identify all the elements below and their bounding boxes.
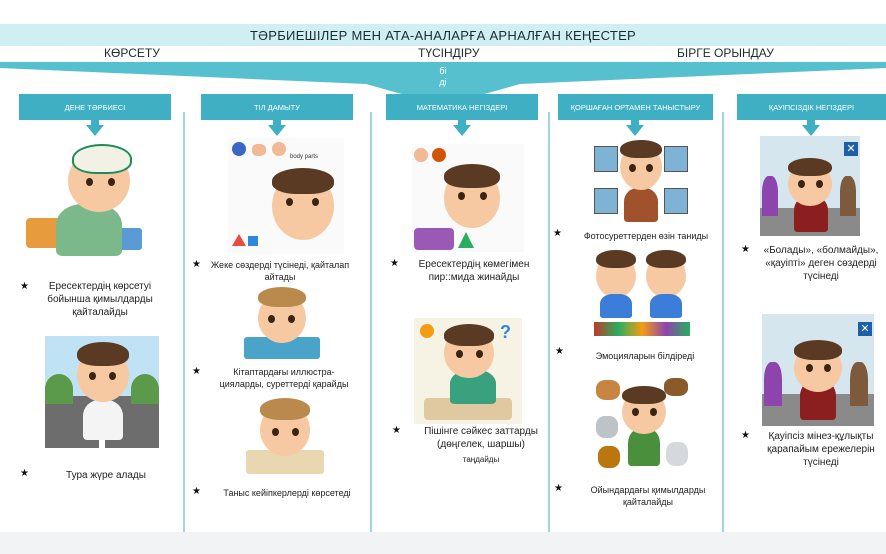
header-physical: ДЕНЕ ТӘРБИЕСІ xyxy=(19,94,171,120)
caption-env-1: Фотосуреттерден өзін таниды xyxy=(583,231,709,241)
caption-physical-1: Ересектердің көрсетуі бойынша қимылдарды қайталайды xyxy=(47,281,153,318)
caption-safety-2: Қауіпсіз мінез-құлықты қарапайым ережелерін түсінеді xyxy=(767,431,875,468)
bullet-star-icon: ★ xyxy=(741,430,750,441)
stage-row xyxy=(0,46,886,62)
stage-together: БІРГЕ ОРЫНДАУ xyxy=(677,46,774,60)
body-parts-label: body parts xyxy=(290,154,319,160)
header-safety: ҚАУІПСІЗДІК НЕГІЗДЕРІ xyxy=(737,94,886,120)
header-speech: ТІЛ ДАМЫТУ xyxy=(201,94,353,120)
column-divider xyxy=(722,112,724,532)
stage-show: КӨРСЕТУ xyxy=(104,46,160,60)
caption-speech-3: Таныс кейіпкерлерді көрсетеді xyxy=(223,488,351,498)
header-math: МАТЕМАТИКА НЕГІЗДЕРІ xyxy=(386,94,538,120)
column-divider xyxy=(370,112,372,532)
photos-illustration xyxy=(594,140,688,224)
caption-physical-2: Тура жүре алады xyxy=(66,470,146,481)
bullet-star-icon: ★ xyxy=(741,244,750,255)
child-walking-illustration xyxy=(45,336,159,448)
down-arrow-icon xyxy=(626,125,644,136)
funnel-text xyxy=(432,66,454,88)
body-parts-illustration xyxy=(228,138,344,254)
column-divider xyxy=(548,112,550,532)
crosswalk-illustration: ✕ xyxy=(762,314,874,426)
poster-title: ТӘРБИЕШІЛЕР МЕН АТА-АНАЛАРҒА АРНАЛҒАН КЕҢЕСТЕР xyxy=(0,24,886,46)
caption-math-3: таңдайды xyxy=(462,455,500,464)
bullet-star-icon: ★ xyxy=(392,425,401,436)
emotions-illustration xyxy=(594,250,690,338)
child-with-book-illustration xyxy=(246,396,324,476)
funnel-line-2: ді xyxy=(439,77,447,87)
header-environment: ҚОРШАҒАН ОРТАМЕН ТАНЫСТЫРУ xyxy=(558,94,713,120)
child-playing-illustration xyxy=(26,140,150,262)
down-arrow-icon xyxy=(802,125,820,136)
bullet-star-icon: ★ xyxy=(192,486,201,497)
down-arrow-icon xyxy=(86,125,104,136)
bullet-star-icon: ★ xyxy=(553,228,562,239)
caption-math-1: Ересектердің көмегімен пир::мида жинайды xyxy=(418,259,530,283)
bullet-star-icon: ★ xyxy=(20,281,29,292)
down-arrow-icon xyxy=(268,125,286,136)
bullet-star-icon: ★ xyxy=(192,366,201,377)
street-safety-illustration: ✕ xyxy=(760,136,860,236)
caption-safety-1: «Болады», «болмайды», «қауіпті» деген сөздерді түсінеді xyxy=(763,245,879,282)
shape-sorter-illustration: ? xyxy=(414,318,522,424)
bullet-star-icon: ★ xyxy=(555,346,564,357)
caption-env-3: Ойындардағы қимылдарды қайталайды xyxy=(590,485,706,507)
bullet-star-icon: ★ xyxy=(390,258,399,269)
child-reading-illustration xyxy=(244,285,320,361)
animals-illustration xyxy=(594,376,692,472)
caption-speech-2: Кітаптардағы иллюстра- цияларды, суреттерді қарайды xyxy=(219,367,349,389)
bullet-star-icon: ★ xyxy=(192,259,201,270)
column-divider xyxy=(183,112,185,532)
caption-math-2: Пішінге сәйкес заттарды (дөңгелек, шаршы) xyxy=(424,426,538,450)
down-arrow-icon xyxy=(453,125,471,136)
pyramid-toys-illustration xyxy=(412,144,524,252)
stage-explain: ТҮСІНДІРУ xyxy=(418,46,480,60)
caption-speech-1: Жеке сөздерді түсінеді, қайталап айтады xyxy=(210,260,350,282)
funnel-line-1: бі xyxy=(439,66,447,76)
bullet-star-icon: ★ xyxy=(20,468,29,479)
bullet-star-icon: ★ xyxy=(554,483,563,494)
caption-env-2: Эмоцияларын білдіреді xyxy=(595,351,695,361)
